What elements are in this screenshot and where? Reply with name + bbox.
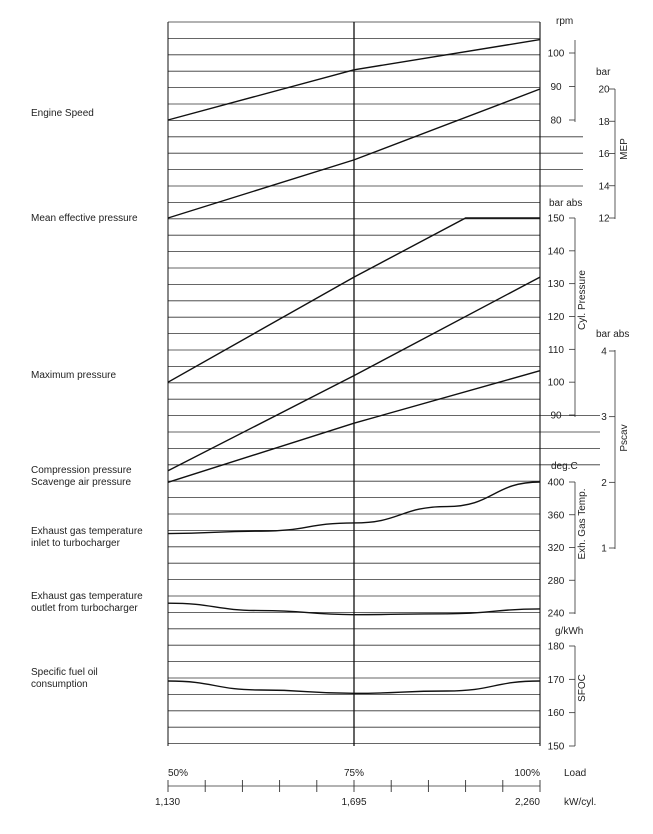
axis-tick-label: 3 <box>601 412 607 424</box>
axis-tick-label: 120 <box>547 312 565 323</box>
load-tick-label: 75% <box>343 768 365 779</box>
axis-tick-label: 90 <box>550 82 562 93</box>
curve-label-line: Specific fuel oil <box>31 667 98 678</box>
axis-tick-label: 2 <box>601 477 607 489</box>
curve-label-line: Maximum pressure <box>31 370 117 381</box>
axis-tick-label: 130 <box>547 279 565 291</box>
exh-temp-unit: deg.C <box>551 461 578 472</box>
axis-tick-label: 14 <box>598 181 610 193</box>
mep-unit: bar <box>596 67 611 78</box>
curve-label-sfoc <box>31 667 98 691</box>
axis-tick-label: 90 <box>550 410 562 422</box>
curve-label-line: consumption <box>31 679 88 690</box>
power-tick-label: 2,260 <box>514 797 540 808</box>
axis-tick-label: 20 <box>598 84 610 96</box>
rpm-unit: rpm <box>556 16 574 27</box>
axis-tick-label: 4 <box>601 346 607 358</box>
curve-label-t-in <box>31 526 143 550</box>
curve-label-line: Exhaust gas temperature <box>31 526 143 537</box>
load-tick-label: 50% <box>168 768 189 779</box>
mep-axis-title: MEP <box>619 138 630 160</box>
curve-label-line: Compression pressure <box>31 465 132 476</box>
axis-tick-label: 150 <box>547 741 565 753</box>
axis-tick-label: 240 <box>547 608 565 620</box>
curve-label-line: Scavenge air pressure <box>31 477 132 488</box>
axis-tick-label: 400 <box>547 477 565 489</box>
axis-tick-label: 280 <box>547 575 565 587</box>
axis-tick-label: 16 <box>598 149 610 160</box>
axis-tick-label: 80 <box>550 115 562 127</box>
axis-tick-label: 170 <box>547 674 565 686</box>
axis-tick-label: 100 <box>547 48 565 60</box>
axis-tick-label: 150 <box>547 213 565 225</box>
curve-label-pmax <box>31 370 116 382</box>
curve-label-line: outlet from turbocharger <box>31 603 138 614</box>
power-tick-label: 1,130 <box>155 797 181 808</box>
axis-tick-label: 140 <box>547 246 565 258</box>
axis-tick-label: 360 <box>547 510 565 522</box>
curve-label-mep <box>31 213 138 225</box>
sfoc-unit: g/kWh <box>555 626 584 637</box>
axis-tick-label: 12 <box>598 213 610 225</box>
temp-axis-title: Exh. Gas Temp. <box>577 488 588 560</box>
pscav-axis-title: Pscav <box>619 424 630 452</box>
axis-tick-label: 160 <box>547 708 565 720</box>
power-tick-label: 1,695 <box>341 797 367 808</box>
axis-tick-label: 100 <box>547 377 565 389</box>
curve-label-engine-speed <box>31 108 94 120</box>
load-tick-label: 100% <box>514 768 540 779</box>
curve-label-line: Exhaust gas temperature <box>31 591 143 602</box>
curve-label-t-out <box>31 591 143 615</box>
cyl-axis-title: Cyl. Pressure <box>577 269 588 331</box>
axis-tick-label: 18 <box>598 116 610 128</box>
axis-tick-label: 1 <box>601 543 607 555</box>
curve-label-pcomp-pscav <box>31 465 132 489</box>
curve-label-line: Engine Speed <box>31 108 94 119</box>
curve-label-line: inlet to turbocharger <box>31 538 120 549</box>
axis-tick-label: 180 <box>547 641 565 653</box>
sfoc-axis-title: SFOC <box>577 674 588 702</box>
axis-tick-label: 110 <box>548 344 564 356</box>
power-axis-title: kW/cyl. <box>564 797 597 808</box>
curve-label-line: Mean effective pressure <box>31 213 138 224</box>
cyl-pressure-unit: bar abs <box>549 198 583 209</box>
load-axis-title: Load <box>564 768 587 779</box>
pscav-unit: bar abs <box>596 329 630 340</box>
axis-tick-label: 320 <box>547 543 565 554</box>
